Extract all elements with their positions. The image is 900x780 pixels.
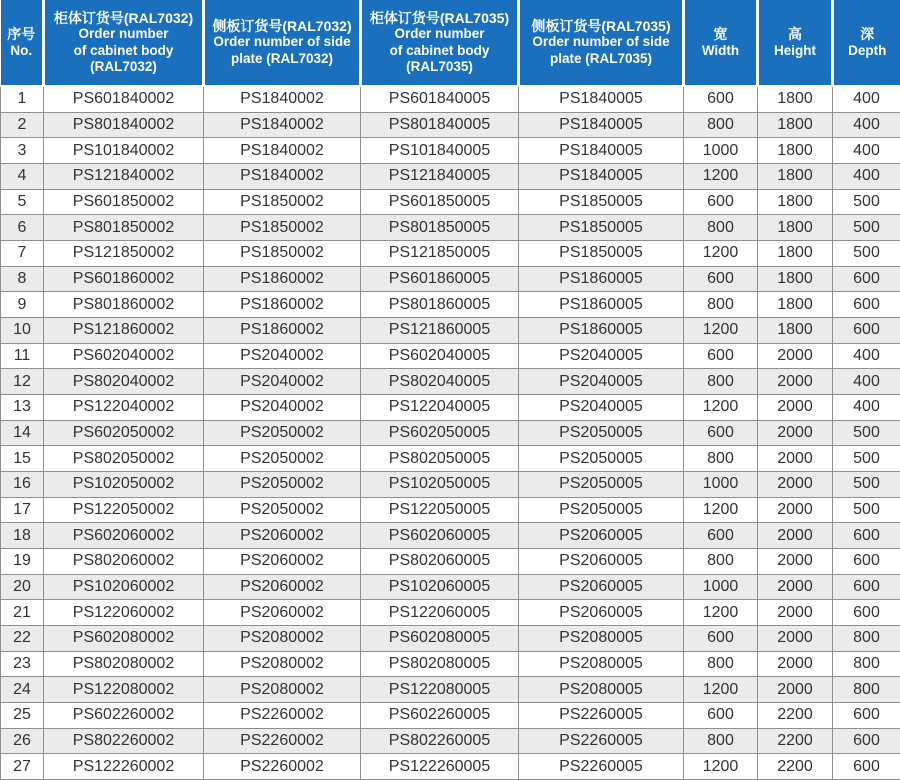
data-cell: 800: [684, 446, 758, 472]
data-cell: 800: [684, 112, 758, 138]
data-cell: PS1840002: [204, 138, 361, 164]
table-row: [1, 523, 900, 549]
data-cell: 600: [684, 523, 758, 549]
data-cell: PS122080002: [44, 677, 204, 703]
data-cell: PS1840005: [519, 138, 684, 164]
data-cell: 500: [833, 446, 900, 472]
data-cell: 1800: [758, 266, 833, 292]
data-cell: PS121850002: [44, 241, 204, 267]
header-line: (RAL7032): [90, 59, 157, 74]
data-cell: PS122260005: [361, 754, 519, 780]
data-cell: PS601840005: [361, 86, 519, 112]
data-cell: PS602050002: [44, 420, 204, 446]
table-row: [1, 728, 900, 754]
data-cell: 2200: [758, 754, 833, 780]
data-cell: 500: [833, 472, 900, 498]
data-cell: 500: [833, 241, 900, 267]
table-row: [1, 548, 900, 574]
data-cell: PS2050005: [519, 497, 684, 523]
data-cell: 600: [684, 625, 758, 651]
data-cell: PS2050005: [519, 420, 684, 446]
data-cell: 600: [833, 292, 900, 318]
data-cell: PS1860005: [519, 318, 684, 344]
data-cell: PS122260002: [44, 754, 204, 780]
data-cell: 2000: [758, 677, 833, 703]
data-cell: 1800: [758, 164, 833, 190]
data-cell: 800: [833, 677, 900, 703]
data-cell: PS102050002: [44, 472, 204, 498]
data-cell: PS802260002: [44, 728, 204, 754]
table-row: [1, 266, 900, 292]
data-cell: PS802260005: [361, 728, 519, 754]
data-cell: PS1850005: [519, 189, 684, 215]
data-cell: PS1840002: [204, 164, 361, 190]
data-cell: 400: [833, 112, 900, 138]
data-cell: PS2260002: [204, 728, 361, 754]
row-number-cell: 21: [1, 600, 44, 626]
data-cell: PS602260002: [44, 702, 204, 728]
data-cell: PS2050002: [204, 497, 361, 523]
data-cell: 600: [684, 343, 758, 369]
header-row: [1, 0, 900, 86]
data-cell: PS2060002: [204, 574, 361, 600]
row-number-cell: 5: [1, 189, 44, 215]
data-cell: PS1840002: [204, 86, 361, 112]
table-row: [1, 343, 900, 369]
row-number-cell: 13: [1, 395, 44, 421]
data-cell: 800: [684, 292, 758, 318]
data-cell: PS801860005: [361, 292, 519, 318]
data-cell: 1200: [684, 600, 758, 626]
table-row: [1, 318, 900, 344]
column-header-cabinet-body-ral7032: [44, 0, 204, 86]
data-cell: PS1860002: [204, 292, 361, 318]
data-cell: PS121840005: [361, 164, 519, 190]
data-cell: 500: [833, 497, 900, 523]
table-row: [1, 369, 900, 395]
data-cell: 2000: [758, 446, 833, 472]
data-cell: 1800: [758, 138, 833, 164]
data-cell: PS601860005: [361, 266, 519, 292]
data-cell: PS2060005: [519, 574, 684, 600]
data-cell: PS2060002: [204, 523, 361, 549]
row-number-cell: 19: [1, 548, 44, 574]
column-header-width: [684, 0, 758, 86]
data-cell: 2000: [758, 600, 833, 626]
table-row: [1, 86, 900, 112]
data-cell: PS802050002: [44, 446, 204, 472]
data-cell: PS2060002: [204, 600, 361, 626]
header-line: Order number of side: [213, 34, 351, 50]
row-number-cell: 25: [1, 702, 44, 728]
data-cell: PS2060005: [519, 523, 684, 549]
data-cell: PS2040005: [519, 395, 684, 421]
data-cell: 800: [684, 651, 758, 677]
data-cell: PS1840005: [519, 164, 684, 190]
row-number-cell: 16: [1, 472, 44, 498]
data-cell: 600: [833, 318, 900, 344]
data-cell: 1800: [758, 215, 833, 241]
data-cell: PS802040005: [361, 369, 519, 395]
data-cell: PS801860002: [44, 292, 204, 318]
data-cell: 1000: [684, 472, 758, 498]
row-number-cell: 22: [1, 625, 44, 651]
table-row: [1, 600, 900, 626]
header-line: 柜体订货号(RAL7035): [369, 9, 510, 26]
data-cell: 400: [833, 369, 900, 395]
table-body: [1, 86, 900, 780]
header-line: Order number: [78, 26, 169, 41]
data-cell: 600: [684, 189, 758, 215]
table-row: [1, 574, 900, 600]
header-line: (RAL7035): [406, 59, 473, 74]
data-cell: 2000: [758, 548, 833, 574]
row-number-cell: 27: [1, 754, 44, 780]
data-cell: 500: [833, 215, 900, 241]
data-cell: 800: [833, 651, 900, 677]
data-cell: 2000: [758, 651, 833, 677]
data-cell: 600: [833, 600, 900, 626]
data-cell: PS122040002: [44, 395, 204, 421]
data-cell: 800: [684, 728, 758, 754]
data-cell: PS801850002: [44, 215, 204, 241]
data-cell: 600: [684, 266, 758, 292]
data-cell: PS601860002: [44, 266, 204, 292]
row-number-cell: 10: [1, 318, 44, 344]
data-cell: PS802040002: [44, 369, 204, 395]
row-number-cell: 18: [1, 523, 44, 549]
data-cell: 1000: [684, 138, 758, 164]
header-line: of cabinet body: [389, 42, 490, 58]
row-number-cell: 9: [1, 292, 44, 318]
header-line: Depth: [848, 42, 887, 58]
data-cell: PS1850002: [204, 189, 361, 215]
data-cell: PS1860005: [519, 292, 684, 318]
data-cell: 800: [684, 369, 758, 395]
data-cell: 1200: [684, 241, 758, 267]
data-cell: PS101840005: [361, 138, 519, 164]
data-cell: PS1860002: [204, 318, 361, 344]
column-header-depth: [833, 0, 900, 86]
table-row: [1, 138, 900, 164]
table-row: [1, 112, 900, 138]
data-cell: 400: [833, 86, 900, 112]
row-number-cell: 1: [1, 86, 44, 112]
data-cell: PS1850005: [519, 241, 684, 267]
data-cell: 1200: [684, 164, 758, 190]
row-number-cell: 14: [1, 420, 44, 446]
data-cell: PS122050005: [361, 497, 519, 523]
header-line: plate (RAL7035): [549, 50, 653, 66]
data-cell: 500: [833, 420, 900, 446]
header-line: No.: [10, 42, 33, 58]
data-cell: PS2040005: [519, 343, 684, 369]
data-cell: 2000: [758, 395, 833, 421]
data-cell: PS601850002: [44, 189, 204, 215]
data-cell: PS2040002: [204, 343, 361, 369]
data-cell: 2000: [758, 472, 833, 498]
header-line: Height: [774, 42, 816, 58]
data-cell: PS2060002: [204, 548, 361, 574]
data-cell: PS1850002: [204, 215, 361, 241]
column-header-height: [758, 0, 833, 86]
row-number-cell: 23: [1, 651, 44, 677]
table-row: [1, 292, 900, 318]
data-cell: 1200: [684, 754, 758, 780]
data-cell: 600: [833, 266, 900, 292]
column-header-side-plate-ral7035: [519, 0, 684, 86]
data-cell: 500: [833, 189, 900, 215]
data-cell: PS2080002: [204, 651, 361, 677]
data-cell: PS2260005: [519, 702, 684, 728]
data-cell: 600: [684, 86, 758, 112]
data-cell: 1800: [758, 292, 833, 318]
header-line: 高: [788, 26, 802, 42]
table-row: [1, 395, 900, 421]
data-cell: 1000: [684, 574, 758, 600]
data-cell: PS601840002: [44, 86, 204, 112]
data-cell: PS802080002: [44, 651, 204, 677]
data-cell: PS2260005: [519, 728, 684, 754]
data-cell: PS802050005: [361, 446, 519, 472]
row-number-cell: 24: [1, 677, 44, 703]
data-cell: PS121860002: [44, 318, 204, 344]
data-cell: 400: [833, 164, 900, 190]
row-number-cell: 20: [1, 574, 44, 600]
data-cell: 2200: [758, 702, 833, 728]
data-cell: 1800: [758, 241, 833, 267]
data-cell: 800: [833, 625, 900, 651]
data-cell: PS122050002: [44, 497, 204, 523]
header-line: Order number: [394, 26, 485, 41]
data-cell: PS2050002: [204, 472, 361, 498]
data-cell: PS121850005: [361, 241, 519, 267]
header-line: plate (RAL7032): [230, 50, 334, 66]
data-cell: 2000: [758, 625, 833, 651]
row-number-cell: 7: [1, 241, 44, 267]
table-row: [1, 651, 900, 677]
data-cell: 600: [833, 728, 900, 754]
data-cell: 600: [833, 574, 900, 600]
data-cell: 600: [833, 754, 900, 780]
data-cell: PS2260005: [519, 754, 684, 780]
data-cell: 600: [833, 702, 900, 728]
data-cell: 800: [684, 548, 758, 574]
data-cell: PS802060005: [361, 548, 519, 574]
data-cell: 1800: [758, 86, 833, 112]
data-cell: PS2260002: [204, 702, 361, 728]
data-cell: PS102060002: [44, 574, 204, 600]
table-header: [1, 0, 900, 86]
table-row: [1, 702, 900, 728]
data-cell: PS602040002: [44, 343, 204, 369]
header-line: of cabinet body: [73, 42, 174, 58]
data-cell: PS2050002: [204, 446, 361, 472]
header-line: 侧板订货号(RAL7032): [212, 17, 352, 34]
data-cell: PS1840005: [519, 86, 684, 112]
header-line: 深: [860, 26, 875, 42]
data-cell: PS2040002: [204, 395, 361, 421]
data-cell: PS121840002: [44, 164, 204, 190]
table-row: [1, 215, 900, 241]
table-row: [1, 164, 900, 190]
data-cell: PS602080005: [361, 625, 519, 651]
data-cell: PS122080005: [361, 677, 519, 703]
data-cell: PS2050005: [519, 446, 684, 472]
data-cell: PS802080005: [361, 651, 519, 677]
row-number-cell: 15: [1, 446, 44, 472]
header-line: Width: [701, 42, 740, 58]
data-cell: PS2080002: [204, 625, 361, 651]
row-number-cell: 11: [1, 343, 44, 369]
data-cell: PS1840005: [519, 112, 684, 138]
header-line: Order number of side: [532, 34, 670, 50]
data-cell: PS802060002: [44, 548, 204, 574]
data-cell: PS602080002: [44, 625, 204, 651]
data-cell: PS122060002: [44, 600, 204, 626]
header-line: 柜体订货号(RAL7032): [53, 9, 194, 26]
table-row: [1, 189, 900, 215]
data-cell: 600: [684, 420, 758, 446]
table-row: [1, 497, 900, 523]
table-row: [1, 241, 900, 267]
row-number-cell: 4: [1, 164, 44, 190]
data-cell: 400: [833, 138, 900, 164]
data-cell: 1800: [758, 318, 833, 344]
data-cell: PS2040002: [204, 369, 361, 395]
data-cell: 2000: [758, 523, 833, 549]
data-cell: PS1860005: [519, 266, 684, 292]
data-cell: PS1840002: [204, 112, 361, 138]
data-cell: PS801840005: [361, 112, 519, 138]
table-row: [1, 446, 900, 472]
data-cell: PS2050002: [204, 420, 361, 446]
data-cell: PS2050005: [519, 472, 684, 498]
data-cell: 2000: [758, 497, 833, 523]
data-cell: 1200: [684, 395, 758, 421]
column-header-cabinet-body-ral7035: [361, 0, 519, 86]
row-number-cell: 8: [1, 266, 44, 292]
data-cell: 2000: [758, 420, 833, 446]
data-cell: PS2080005: [519, 651, 684, 677]
data-cell: PS601850005: [361, 189, 519, 215]
data-cell: 2000: [758, 369, 833, 395]
data-cell: PS801850005: [361, 215, 519, 241]
data-cell: PS2260002: [204, 754, 361, 780]
data-cell: PS602050005: [361, 420, 519, 446]
header-line: 宽: [713, 26, 728, 42]
header-line: 侧板订货号(RAL7035): [531, 17, 671, 34]
row-number-cell: 17: [1, 497, 44, 523]
data-cell: PS122060005: [361, 600, 519, 626]
data-cell: 1800: [758, 112, 833, 138]
data-cell: PS602060005: [361, 523, 519, 549]
data-cell: PS602260005: [361, 702, 519, 728]
data-cell: PS102060005: [361, 574, 519, 600]
data-cell: PS2080002: [204, 677, 361, 703]
header-line: 序号: [7, 26, 36, 42]
data-cell: 1200: [684, 677, 758, 703]
data-cell: 2000: [758, 343, 833, 369]
data-cell: PS2060005: [519, 600, 684, 626]
data-cell: 400: [833, 343, 900, 369]
data-cell: PS602060002: [44, 523, 204, 549]
data-cell: 600: [833, 548, 900, 574]
data-cell: PS1860002: [204, 266, 361, 292]
column-header-no: [1, 0, 44, 86]
data-cell: 2200: [758, 728, 833, 754]
data-cell: PS101840002: [44, 138, 204, 164]
data-cell: 1200: [684, 318, 758, 344]
row-number-cell: 6: [1, 215, 44, 241]
column-header-side-plate-ral7032: [204, 0, 361, 86]
data-cell: PS102050005: [361, 472, 519, 498]
table-row: [1, 625, 900, 651]
row-number-cell: 12: [1, 369, 44, 395]
data-cell: PS1850002: [204, 241, 361, 267]
data-cell: 1200: [684, 497, 758, 523]
row-number-cell: 26: [1, 728, 44, 754]
table-row: [1, 472, 900, 498]
data-cell: PS122040005: [361, 395, 519, 421]
data-cell: PS2060005: [519, 548, 684, 574]
row-number-cell: 2: [1, 112, 44, 138]
data-cell: 2000: [758, 574, 833, 600]
data-cell: 1800: [758, 189, 833, 215]
data-cell: 400: [833, 395, 900, 421]
data-cell: PS801840002: [44, 112, 204, 138]
table-row: [1, 754, 900, 780]
table-row: [1, 420, 900, 446]
data-cell: 600: [833, 523, 900, 549]
data-cell: PS602040005: [361, 343, 519, 369]
data-cell: PS2080005: [519, 625, 684, 651]
data-cell: PS2080005: [519, 677, 684, 703]
data-cell: PS2040005: [519, 369, 684, 395]
data-cell: PS121860005: [361, 318, 519, 344]
data-cell: 600: [684, 702, 758, 728]
row-number-cell: 3: [1, 138, 44, 164]
data-cell: PS1850005: [519, 215, 684, 241]
table-row: [1, 677, 900, 703]
data-cell: 800: [684, 215, 758, 241]
